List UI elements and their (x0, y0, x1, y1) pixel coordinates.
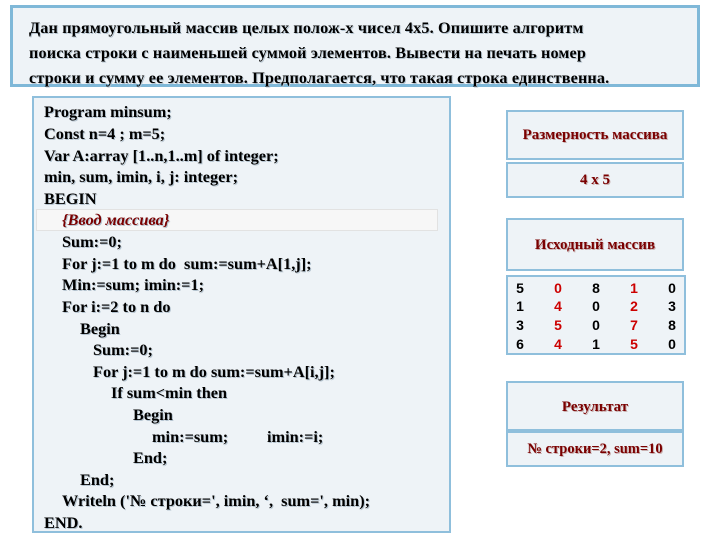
matrix-cell: 5 (630, 336, 638, 352)
code-line: BEGIN (44, 189, 97, 208)
matrix-cell: 4 (554, 336, 562, 352)
code-line: Min:=sum; imin:=1; (62, 275, 205, 294)
size-label-box (506, 110, 684, 160)
source-array-label: Исходный массив (534, 237, 656, 253)
code-line: For j:=1 to m do sum:=sum+A[1,j]; (62, 254, 312, 273)
code-line: Begin (80, 319, 120, 338)
matrix-cell: 0 (592, 298, 600, 314)
matrix-cell: 0 (592, 317, 600, 333)
code-line: Program minsum; (44, 102, 172, 121)
code-line: imin:=i; (267, 427, 324, 446)
matrix-cell: 0 (554, 280, 562, 296)
result-label-box (506, 381, 684, 431)
task-line: поиска строки с наименьшей суммой элементов. Вывести на печать номер (29, 44, 587, 62)
code-line: For j:=1 to m do sum:=sum+A[i,j]; (93, 362, 335, 381)
code-line: Var A:array [1..n,1..m] of integer; (44, 146, 279, 165)
result-value: № строки=2, sum=10 (527, 441, 663, 457)
code-line: END. (44, 513, 83, 532)
code-line: Const n=4 ; m=5; (44, 124, 166, 143)
code-line: Sum:=0; (62, 232, 122, 251)
matrix-cell: 5 (554, 317, 562, 333)
matrix-cell: 3 (668, 298, 676, 314)
matrix-cell: 4 (554, 298, 562, 314)
task-line: Дан прямоугольный массив целых полож-х чисел 4х5. Опишите алгоритм (29, 19, 584, 37)
matrix-cell: 5 (516, 280, 524, 296)
source-array-table (506, 275, 686, 355)
code-line: min:=sum; (152, 427, 229, 446)
code-line: End; (133, 448, 168, 467)
code-line: End; (80, 470, 115, 489)
result-label: Результат (561, 399, 629, 415)
code-line: min, sum, imin, i, j: integer; (44, 167, 238, 186)
task-line: строки и сумму ее элементов. Предполагается, что такая строка единственна. (29, 69, 610, 87)
matrix-cell: 1 (516, 298, 524, 314)
matrix-cell: 3 (516, 317, 524, 333)
matrix-cell: 6 (516, 336, 524, 352)
program-code-panel (32, 96, 451, 533)
code-comment: {Ввод массива} (62, 210, 170, 229)
code-line: If sum<min then (111, 383, 228, 402)
code-line: Begin (133, 405, 173, 424)
size-value-box (506, 162, 684, 198)
source-array-label-box (506, 218, 684, 271)
matrix-cell: 8 (592, 280, 600, 296)
matrix-cell: 1 (592, 336, 600, 352)
size-label: Размерность массива (522, 127, 668, 143)
size-value: 4 х 5 (580, 172, 610, 188)
result-value-box (506, 431, 684, 467)
matrix-cell: 0 (668, 280, 676, 296)
task-statement (10, 5, 700, 87)
code-line: Sum:=0; (93, 340, 153, 359)
matrix-cell: 0 (668, 336, 676, 352)
matrix-cell: 8 (668, 317, 676, 333)
matrix-cell: 2 (630, 298, 638, 314)
code-line: Writeln ('№ строки=', imin, ‘, sum=', min); (62, 491, 371, 510)
code-line: For i:=2 to n do (62, 297, 171, 316)
matrix-cell: 7 (630, 317, 638, 333)
matrix-cell: 1 (630, 280, 638, 296)
